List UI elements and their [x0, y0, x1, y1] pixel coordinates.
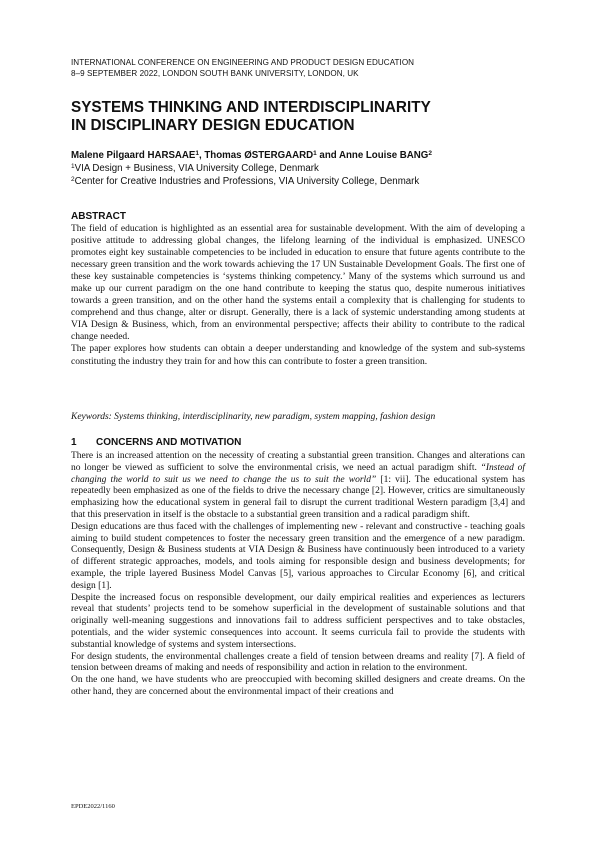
affiliation-2	[71, 175, 541, 188]
author-separator: ,	[198, 150, 205, 161]
body-text: [1: vii]. The educational system has repeatedly been emphasized as one of the fields to drive the necessary change [2]. However, critics are simultaneously emphasizing how the educational system in general fail to disrupt the current traditional Western paradigm [3,4] and that this preservation in itself is the obstacle to a substantial green transition and a radical paradigm shift.	[71, 474, 525, 520]
conference-date-location: 8–9 SEPTEMBER 2022, LONDON SOUTH BANK UNIVERSITY, LONDON, UK	[71, 69, 359, 78]
title-line-1: SYSTEMS THINKING AND INTERDISCIPLINARITY	[71, 99, 431, 116]
body-paragraph: For design students, the environmental challenges create a field of tension between dreams and reality [7]. A field of tension between dreams of making and needs of responsibility and action in relation to the environment.	[71, 651, 525, 674]
body-paragraph: Despite the increased focus on responsible development, our daily empirical realities and experiences as lecturers reveal that students’ projects tend to be somehow superficial in the development of sustainable solutions and that originally well-meaning suggestions and innovations fail to address sufficient perspectives and to take obstacles, potentials, and the wider systemic consequences into account. It seems curricula fail to provide the students with substantial knowledge of systems and system intersections.	[71, 592, 525, 650]
abstract-heading: ABSTRACT	[71, 211, 126, 222]
keywords: Keywords: Systems thinking, interdisciplinarity, new paradigm, system mapping, fashion design	[71, 412, 436, 422]
abstract-paragraph: The field of education is highlighted as an essential area for sustainable development. With the aim of developing a positive attitude to addressing global changes, the lifelong learning of the individual is emphasized. UNESCO promotes eight key sustainable competencies to be included in education to ensure that future agents contribute to the necessary green transition and the work towards achieving the 17 UN Sustainable Development Goals. The first one of these key sustainable competencies is ‘systems thinking competency.’ Many of the systems which surround us and make up our current paradigm on the one hand contribute to keeping the status quo, despite numerous initiatives towards a green transition, and on the other hand the systems entail a complexity that is challenging for students to comprehend and thus change, alter or disrupt. Generally, there is a lack of systemic understanding among students at VIA Design & Business, which, from an environmental perspective; affects their ability to contribute to the radical change needed.	[71, 224, 525, 343]
author-1: Malene Pilgaard HARSAAE	[71, 150, 196, 161]
conference-header	[71, 57, 531, 79]
section-title: CONCERNS AND MOTIVATION	[96, 437, 242, 448]
body-paragraph: On the one hand, we have students who are preoccupied with becoming skilled designers and create dreams. On the other hand, they are concerned about the environmental impact of their creations and	[71, 675, 525, 697]
body-paragraph: Design educations are thus faced with the challenges of implementing new - relevant and constructive - teaching goals aiming to build student competences to foster the necessary green transition and the emergence of a new paradigm. Consequently, Design & Business students at VIA Design & Business have continuously been introduced to a variety of different strategic approaches, models, and tools aiming for responsible design and business developments; for example, the triple layered Business Model Canvas [5], various approaches to Circular Economy [6], and critical design [1].	[71, 521, 525, 591]
paper-title	[71, 99, 541, 135]
affiliation-2-mark: 2	[71, 176, 75, 183]
page-footer-id: EPDE2022/1160	[71, 803, 115, 810]
author-names	[71, 149, 541, 162]
affiliation-1-mark: 1	[71, 163, 75, 170]
author-1-affiliation-mark: 1	[195, 150, 199, 157]
affiliation-2-text: Center for Creative Industries and Professions, VIA University College, Denmark	[74, 176, 420, 187]
body-paragraph	[71, 451, 525, 522]
conference-name: INTERNATIONAL CONFERENCE ON ENGINEERING AND PRODUCT DESIGN EDUCATION	[71, 58, 415, 67]
section-body	[71, 451, 525, 699]
title-line-2: IN DISCIPLINARY DESIGN EDUCATION	[71, 117, 355, 134]
section-number: 1	[71, 437, 77, 448]
abstract-body	[71, 223, 525, 368]
author-3: Anne Louise BANG	[338, 150, 429, 161]
author-separator-and: and	[316, 150, 339, 161]
abstract-paragraph: The paper explores how students can obtain a deeper understanding and knowledge of the system and sub-systems constituting the industry they train for and how this can contribute to foster a green transition.	[71, 344, 525, 367]
author-2: Thomas ØSTERGAARD	[204, 150, 314, 161]
body-text: There is an increased attention on the necessity of creating a substantial green transition. Changes and alterations can no longer be viewed as sufficient to solve the environmental crisis, we need an actual paradigm shift.	[71, 451, 525, 473]
author-3-affiliation-mark: 2	[428, 150, 432, 157]
author-2-affiliation-mark: 1	[313, 150, 317, 157]
affiliation-1-text: VIA Design + Business, VIA University College, Denmark	[74, 163, 319, 174]
author-block	[71, 149, 541, 188]
section-heading	[71, 437, 525, 448]
quote: “Instead of changing the world to suit us we need to change the us to suit the world”	[71, 462, 525, 485]
affiliation-1	[71, 162, 541, 175]
